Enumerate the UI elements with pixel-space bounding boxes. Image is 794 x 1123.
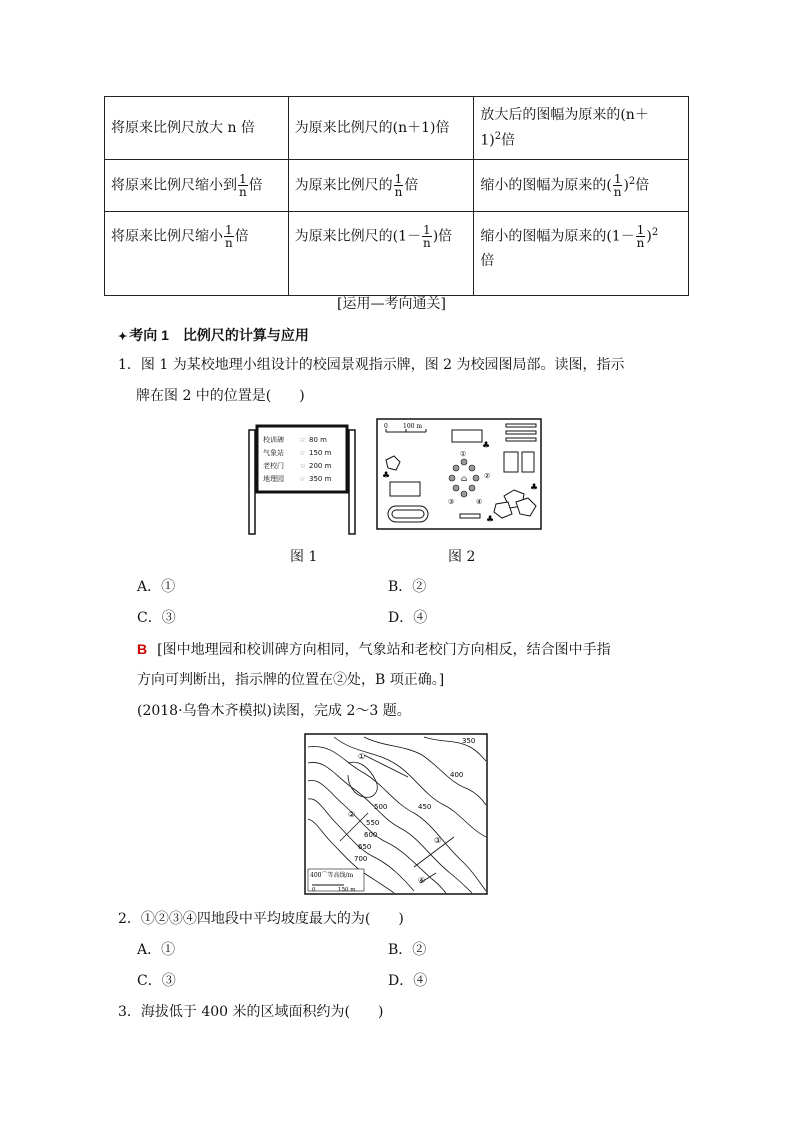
table-cell: 缩小的图幅为原来的(1－ $\frac{1}{n}$ )$^2$ 倍 — [474, 211, 689, 295]
sign-item-dist: 350 m — [309, 475, 332, 483]
mark-icon: ✦ — [118, 331, 128, 343]
option-c[interactable]: C．③ — [137, 610, 176, 626]
table-row — [105, 159, 689, 211]
signpost-pole-right — [349, 430, 355, 534]
fig2-caption: 图 2 — [448, 549, 476, 565]
q1-stem-line1: 1．图 1 为某校地理小组设计的校园景观指示牌，图 2 为校园图局部。读图，指示 — [118, 357, 625, 373]
sign-item-name: 地理园 — [263, 475, 284, 483]
answer-letter: B — [137, 641, 148, 657]
map-marker: ② — [348, 810, 356, 819]
map-marker: ③ — [448, 498, 455, 506]
sign-item-name: 校训碑 — [263, 436, 284, 444]
option-d[interactable]: D．④ — [388, 610, 428, 626]
tree-icon: ♣ — [486, 515, 495, 525]
table-cell: 将原来比例尺放大 n 倍 — [105, 97, 289, 160]
tree-icon: ♣ — [382, 471, 391, 481]
figure-1-signpost — [243, 420, 361, 536]
hand-icon: ☞ — [300, 476, 306, 483]
contour-label: 500 — [374, 803, 388, 811]
sign-item-dist: 200 m — [309, 462, 332, 470]
q2-option-c[interactable]: C．③ — [137, 973, 176, 989]
map-marker: ③ — [434, 836, 442, 845]
contour-label: 650 — [358, 843, 372, 851]
sign-item-name: 气象站 — [263, 449, 284, 457]
scale-label: 0 — [312, 887, 316, 893]
contour-map — [304, 733, 488, 895]
q2-option-d[interactable]: D．④ — [388, 973, 428, 989]
scale-rule-table — [104, 96, 689, 296]
table-cell: 放大后的图幅为原来的(n＋ 1)$^2$倍 — [474, 97, 689, 160]
sign-item-name: 老校门 — [263, 462, 284, 470]
statue-icon: ⌂ — [461, 474, 468, 483]
sign-item-dist: 150 m — [309, 449, 332, 457]
map-marker: ② — [484, 472, 491, 480]
tree-icon: ♣ — [530, 483, 539, 493]
section-title: [运用—考向通关] — [337, 296, 446, 312]
q2-stem: 2．①②③④四地段中平均坡度最大的为( ) — [118, 911, 404, 927]
table-cell: 缩小的图幅为原来的( $\frac{1}{n}$ )$^2$倍 — [474, 159, 689, 211]
q1-explanation-line2: 方向可判断出，指示牌的位置在②处，B 项正确。] — [137, 672, 445, 688]
map-marker: ④ — [476, 498, 483, 506]
q1-stem-line2: 牌在图 2 中的位置是( ) — [136, 388, 305, 404]
map-marker: ① — [460, 450, 467, 458]
map-marker: ① — [358, 752, 366, 761]
q3-stem: 3．海拔低于 400 米的区域面积约为( ) — [118, 1004, 384, 1020]
direction-heading: ✦ 考向 1 比例尺的计算与应用 — [118, 327, 309, 343]
hand-icon: ☜ — [300, 463, 306, 470]
signpost-pole-left — [249, 430, 255, 534]
figure-2-campus-map — [376, 418, 542, 530]
table-cell: 将原来比例尺缩小 $\frac{1}{n}$ 倍 — [105, 211, 289, 295]
contour-label: 700 — [354, 855, 368, 863]
contour-label: 350 — [462, 737, 476, 745]
gate-icon — [460, 514, 480, 518]
option-b[interactable]: B．② — [388, 579, 427, 595]
q1-explanation-line1: B [图中地理园和校训碑方向相同，气象站和老校门方向相反，结合图中手指 — [137, 641, 611, 658]
sign-item-dist: 80 m — [309, 436, 327, 444]
contour-label: 400 — [450, 771, 464, 779]
scale-label: 150 m — [338, 887, 356, 893]
table-cell: 为原来比例尺的(n＋1)倍 — [288, 97, 474, 160]
contour-label: 600 — [364, 831, 378, 839]
q2-option-a[interactable]: A．① — [137, 942, 176, 958]
scale-label: 100 m — [403, 423, 423, 430]
hand-icon: ☞ — [300, 437, 306, 444]
table-row — [105, 97, 689, 160]
building — [452, 430, 482, 442]
table-cell: 为原来比例尺的(1－ $\frac{1}{n}$ )倍 — [288, 211, 474, 295]
table-cell: 为原来比例尺的 $\frac{1}{n}$ 倍 — [288, 159, 474, 211]
hand-icon: ☞ — [300, 450, 306, 457]
q23-intro: (2018·乌鲁木齐模拟)读图，完成 2～3 题。 — [137, 703, 411, 719]
legend-text: 400⌒等高线/m — [310, 872, 354, 879]
table-cell: 将原来比例尺缩小到 $\frac{1}{n}$ 倍 — [105, 159, 289, 211]
contour-label: 450 — [418, 803, 432, 811]
scale-label: 0 — [384, 423, 388, 430]
map-marker: ④ — [418, 876, 426, 885]
q2-option-b[interactable]: B．② — [388, 942, 427, 958]
contour-label: 550 — [366, 819, 380, 827]
fig1-caption: 图 1 — [290, 549, 318, 565]
table-row — [105, 211, 689, 295]
tree-icon: ♣ — [482, 441, 491, 451]
option-a[interactable]: A．① — [137, 579, 176, 595]
